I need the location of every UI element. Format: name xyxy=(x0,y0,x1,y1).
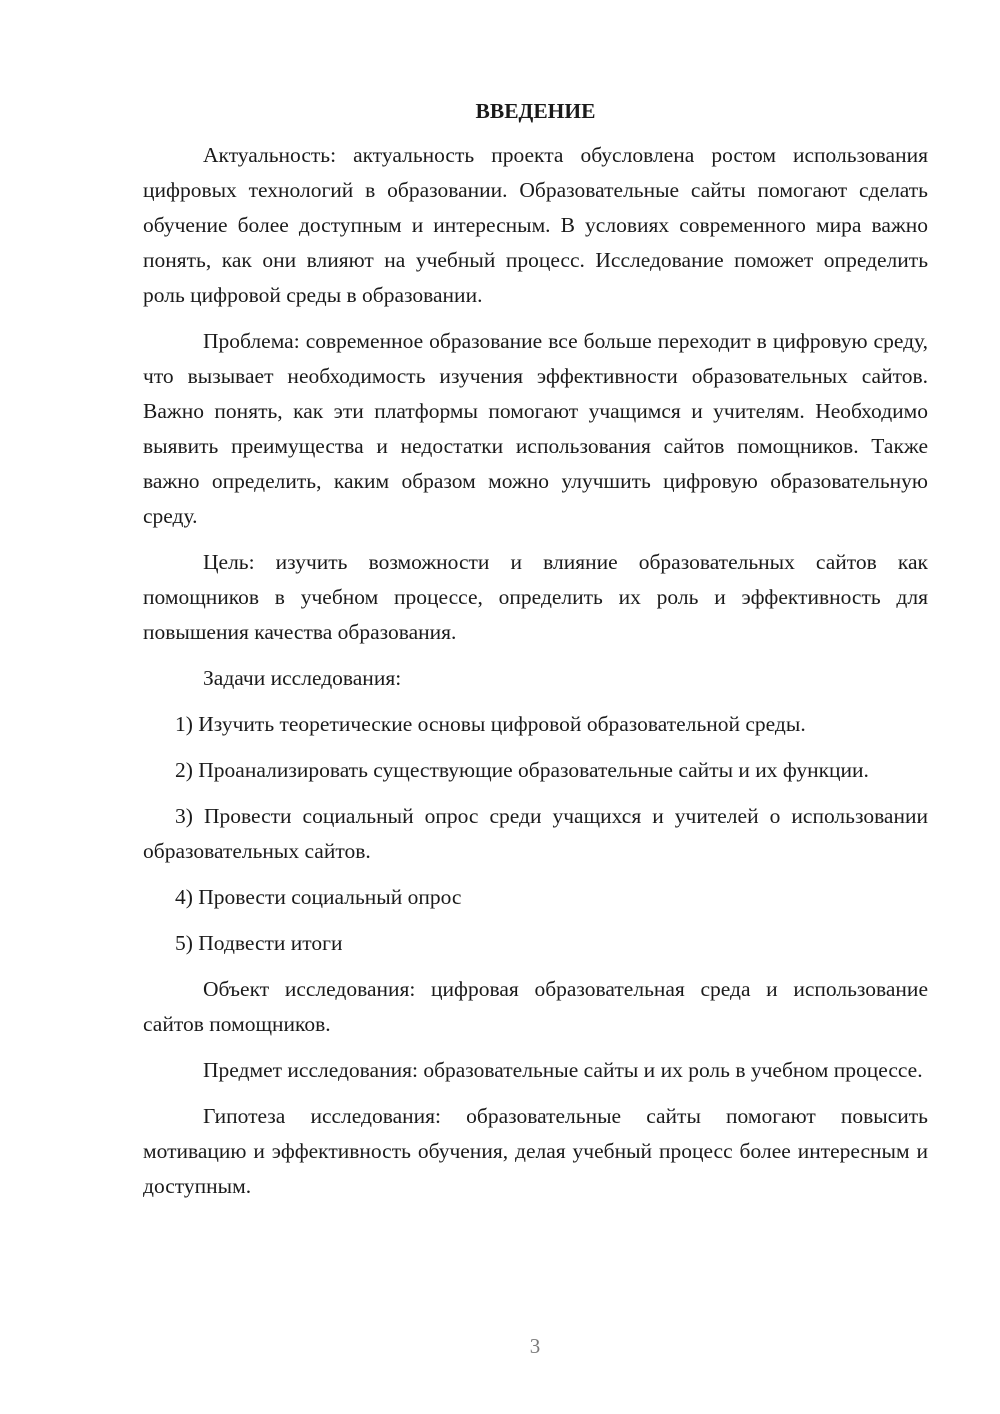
page-number: 3 xyxy=(529,1334,541,1358)
task-item-1: 1) Изучить теоретические основы цифровой образовательной среды. xyxy=(175,712,806,736)
paragraph-tasks-heading: Задачи исследования: xyxy=(203,666,402,690)
paragraph-goal: Цель: изучить возможности и влияние образовательных сайтов как помощников в учебном процессе, определить их роль и эффективность для повышения качества образования. xyxy=(143,550,928,644)
task-item-3: 3) Провести социальный опрос среди учащихся и учителей о использовании образовательных сайтов. xyxy=(143,804,928,863)
section-title: ВВЕДЕНИЕ xyxy=(475,99,596,123)
paragraph-problem: Проблема: современное образование все больше переходит в цифровую среду, что вызывает необходимость изучения эффективности образовательных сайтов. Важно понять, как эти платформы помогают учащимся и учителям. Необходимо выявить преимущества и недостатки использования сайтов помощников. Также важно определить, каким образом можно улучшить цифровую образовательную среду. xyxy=(143,329,928,528)
document-body xyxy=(143,96,928,1215)
task-item-5: 5) Подвести итоги xyxy=(175,931,343,955)
paragraph-object: Объект исследования: цифровая образовательная среда и использование сайтов помощников. xyxy=(143,977,928,1036)
paragraph-relevance: Актуальность: актуальность проекта обусловлена ростом использования цифровых технологий в образовании. Образовательные сайты помогают сделать обучение более доступным и интересным. В условиях современного мира важно понять, как они влияют на учебный процесс. Исследование поможет определить роль цифровой среды в образовании. xyxy=(143,143,928,307)
paragraph-subject: Предмет исследования: образовательные сайты и их роль в учебном процессе. xyxy=(203,1058,923,1082)
task-item-2: 2) Проанализировать существующие образовательные сайты и их функции. xyxy=(175,758,869,782)
paragraph-hypothesis: Гипотеза исследования: образовательные сайты помогают повысить мотивацию и эффективность обучения, делая учебный процесс более интересным и доступным. xyxy=(143,1104,928,1198)
task-item-4: 4) Провести социальный опрос xyxy=(175,885,462,909)
